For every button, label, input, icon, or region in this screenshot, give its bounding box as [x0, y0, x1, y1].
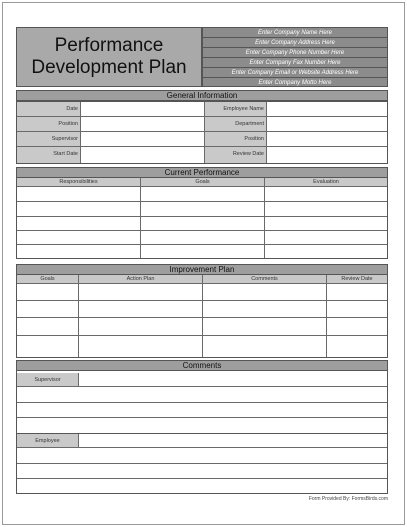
date-field[interactable]: [80, 102, 204, 117]
company-motto-line[interactable]: Enter Company Motto Here: [258, 80, 332, 86]
improvement-plan-table: [16, 275, 388, 358]
improvement-cell[interactable]: [327, 318, 387, 336]
current-performance-heading: Current Performance: [16, 167, 388, 178]
supervisor-comments-block: [16, 371, 388, 434]
improvement-cell[interactable]: [203, 301, 327, 318]
position-label: Position: [17, 117, 80, 132]
current-cell[interactable]: [17, 217, 141, 231]
current-cell[interactable]: [141, 217, 265, 231]
review-date-column-header: Review Date: [327, 275, 387, 284]
improvement-cell[interactable]: [203, 336, 327, 357]
supervisor-field[interactable]: [80, 132, 204, 147]
department-field[interactable]: [266, 117, 387, 132]
company-name-line[interactable]: Enter Company Name Here: [203, 28, 387, 38]
supervisor-comment-line[interactable]: [17, 387, 387, 403]
current-cell[interactable]: [265, 231, 387, 245]
improvement-cell[interactable]: [79, 301, 203, 318]
position-field[interactable]: [80, 117, 204, 132]
supervisor-comment-line[interactable]: [17, 403, 387, 418]
company-fax-line[interactable]: Enter Company Fax Number Here: [203, 58, 387, 68]
improvement-cell[interactable]: [79, 284, 203, 301]
general-info-table: [16, 101, 388, 164]
goals-column-header: Goals: [141, 178, 265, 187]
improvement-cell[interactable]: [203, 318, 327, 336]
employee-name-field[interactable]: [266, 102, 387, 117]
form-page: [2, 2, 405, 525]
current-cell[interactable]: [141, 245, 265, 258]
current-cell[interactable]: [17, 231, 141, 245]
current-cell[interactable]: [141, 231, 265, 245]
improvement-cell[interactable]: [17, 284, 79, 301]
current-cell[interactable]: [141, 187, 265, 202]
company-email-line[interactable]: Enter Company Email or Website Address Here: [203, 68, 387, 78]
comments-column-header: Comments: [203, 275, 327, 284]
improvement-cell[interactable]: [17, 318, 79, 336]
footer-credit: Form Provided By: FormsBirds.com: [308, 496, 388, 502]
supervisor-comment-line[interactable]: [79, 373, 387, 387]
start-date-label: Start Date: [17, 147, 80, 163]
current-cell[interactable]: [17, 245, 141, 258]
current-cell[interactable]: [17, 187, 141, 202]
review-date-field[interactable]: [266, 147, 387, 163]
current-cell[interactable]: [265, 217, 387, 231]
supervisor-label: Supervisor: [17, 132, 80, 147]
improvement-cell[interactable]: [79, 336, 203, 357]
employee-comments-block: [16, 433, 388, 494]
comments-heading: Comments: [16, 360, 388, 371]
title-line-1: Performance: [54, 35, 164, 56]
improvement-cell[interactable]: [17, 301, 79, 318]
form-title: [16, 27, 202, 87]
general-info-heading: General Information: [16, 90, 388, 101]
responsibilities-column-header: Responsibilities: [17, 178, 141, 187]
supervisor-comments-label: Supervisor: [17, 373, 79, 387]
current-cell[interactable]: [141, 202, 265, 217]
current-cell[interactable]: [265, 202, 387, 217]
employee-comment-line[interactable]: [17, 448, 387, 464]
current-cell[interactable]: [17, 202, 141, 217]
improvement-cell[interactable]: [327, 301, 387, 318]
goals-column-header: Goals: [17, 275, 79, 284]
supervisor-comment-line[interactable]: [17, 418, 387, 433]
action-plan-column-header: Action Plan: [79, 275, 203, 284]
department-label: Department: [204, 117, 266, 132]
current-cell[interactable]: [265, 245, 387, 258]
review-date-label: Review Date: [204, 147, 266, 163]
employee-comment-line[interactable]: [17, 464, 387, 479]
evaluation-column-header: Evaluation: [265, 178, 387, 187]
company-info-box: [202, 27, 388, 87]
position-right-field[interactable]: [266, 132, 387, 147]
position-right-label: Position: [204, 132, 266, 147]
employee-comment-line[interactable]: [79, 434, 387, 448]
improvement-cell[interactable]: [79, 318, 203, 336]
company-address-line[interactable]: Enter Company Address Here: [203, 38, 387, 48]
current-performance-table: [16, 178, 388, 259]
start-date-field[interactable]: [80, 147, 204, 163]
employee-comment-line[interactable]: [17, 479, 387, 493]
employee-name-label: Employee Name: [204, 102, 266, 117]
employee-comments-label: Employee: [17, 434, 79, 448]
improvement-plan-heading: Improvement Plan: [16, 264, 388, 275]
current-cell[interactable]: [265, 187, 387, 202]
improvement-cell[interactable]: [327, 336, 387, 357]
improvement-cell[interactable]: [203, 284, 327, 301]
title-line-2: Development Plan: [31, 57, 187, 78]
improvement-cell[interactable]: [17, 336, 79, 357]
date-label: Date: [17, 102, 80, 117]
company-phone-line[interactable]: Enter Company Phone Number Here: [203, 48, 387, 58]
improvement-cell[interactable]: [327, 284, 387, 301]
